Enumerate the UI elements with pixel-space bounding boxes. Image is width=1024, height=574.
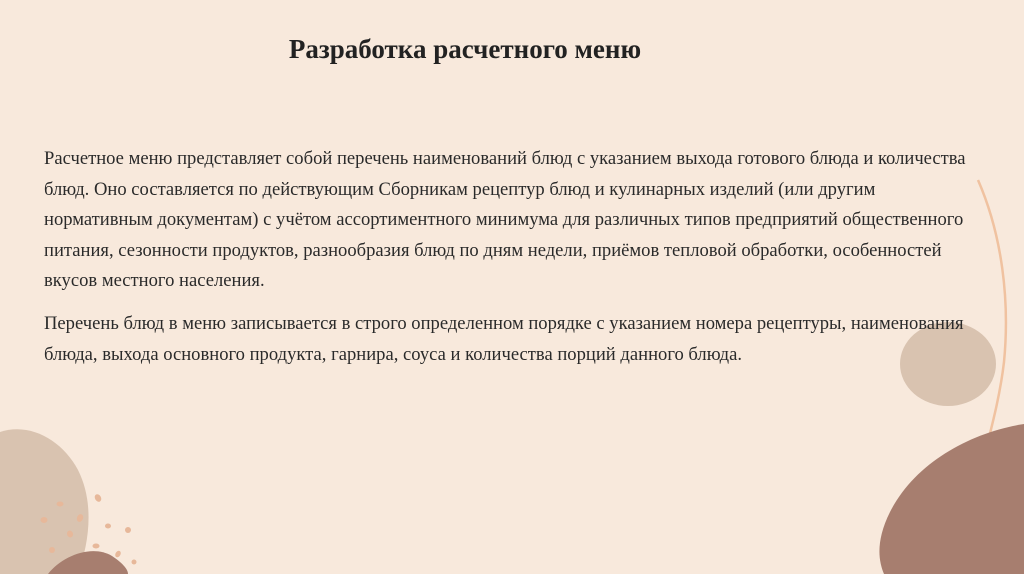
- decorative-blob-dark-right: [879, 424, 1024, 574]
- slide-body: [44, 144, 974, 370]
- slide-title: Разработка расчетного меню: [288, 34, 642, 64]
- decorative-blob-light-left: [0, 429, 89, 574]
- paragraph-menu-order: Перечень блюд в меню записывается в строго определенном порядке с указанием номера рецептуры, наименования блюда, выхода основного продукта, гарнира, соуса и количества порций данного блюда.: [44, 312, 964, 365]
- paragraph-menu-definition: Расчетное меню представляет собой перечень наименований блюд с указанием выхода готового блюда и количества блюд. Оно составляется по действующим Сборникам рецептур блюд и кулинарных изделий (или другим нормативным документам) с учётом ассортиментного минимума для различных типов предприятий общественного питания, сезонности продуктов, разнообразия блюд по дням недели, приёмов тепловой обработки, особенностей вкусов местного населения.: [44, 148, 966, 292]
